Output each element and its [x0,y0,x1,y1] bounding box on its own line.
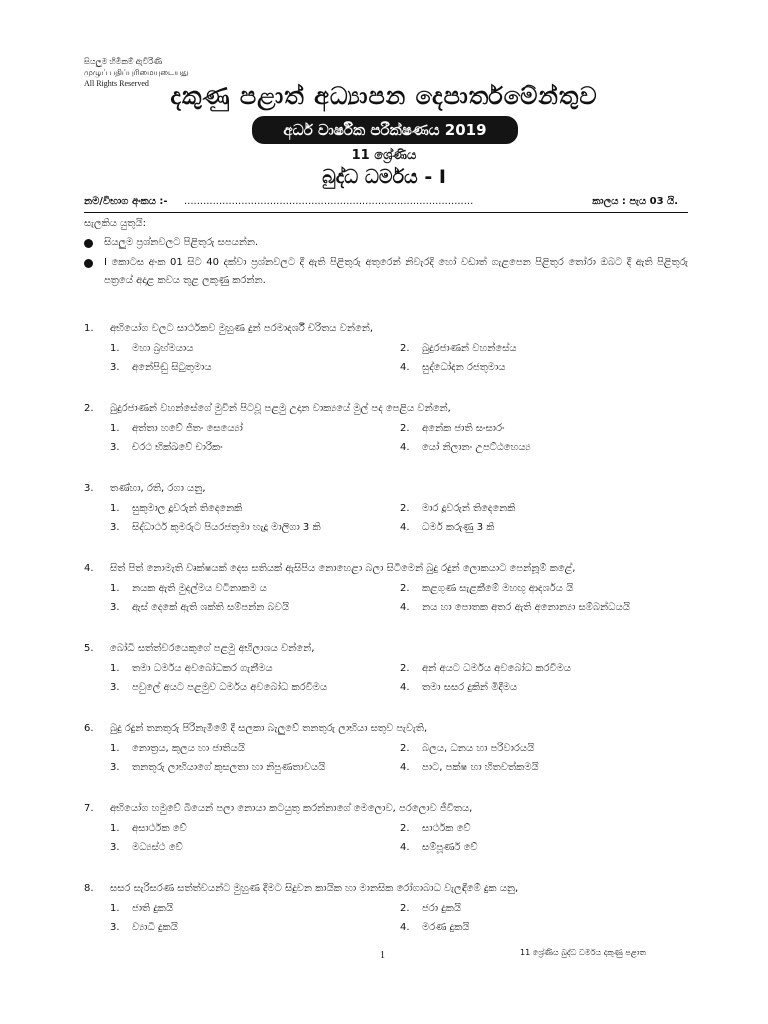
option-number: 4. [400,682,410,693]
option-number: 4. [400,762,410,773]
option-text: අනේපිඬු සිටුතුමාය [132,362,212,373]
answer-option [400,823,471,834]
answer-option [110,602,289,613]
answer-option [400,762,539,773]
question-text: බෝධි සත්ත්වරයෙකුගේ පළමු අභිලාශය වන්නේ, [110,643,315,654]
answer-option [400,922,469,933]
instructions-title: සැලකිය යුතුයි: [84,218,146,229]
answer-option [110,343,193,354]
option-text: නයක ඇති මුදල්මය වටිනාකම ය [132,583,267,594]
option-number: 1. [110,743,120,754]
header-rule [84,212,688,213]
answer-option [110,823,187,834]
option-text: බලය, ධනය හා පරිවාරයයි [422,743,535,754]
answer-option [110,663,273,674]
answer-option [400,423,505,434]
answer-option [400,743,534,754]
question-number: 8. [84,883,94,894]
name-dotted-line: ........................................................................................... [184,196,474,207]
candidate-line [84,196,688,212]
option-number: 2. [400,663,410,674]
option-number: 1. [110,583,120,594]
option-number: 3. [110,602,120,613]
option-text: කළගුණ සැළකීමේ මහඟු ආදර්ශය යි [422,583,574,594]
option-number: 2. [400,503,410,514]
footer-label: 11 ශ්‍රේණිය බුද්ධ ධර්මය දකුණු පළාත [520,948,646,957]
option-text: මරණ දුකයි [422,922,470,933]
answer-option [400,682,517,693]
question-number: 7. [84,803,94,814]
answer-option [400,663,571,674]
option-number: 4. [400,362,410,373]
instruction-text: සියලුම ප්‍රශ්නවලට පිළිතුරු සපයන්න. [104,237,259,248]
option-text: මහා බ්‍රහ්මයාය [132,343,194,354]
answer-option [400,503,515,514]
option-number: 4. [400,522,410,533]
question-text: අභියෝග වලට සාර්ථකව මුහුණ දුන් පරමාදර්ශී චරිතය වන්නේ, [110,323,374,334]
option-text: ජරා දුකයි [422,903,462,914]
option-text: ඇස් දෙකේ ඇති ශක්ති සම්පන්න බවයි [132,602,290,613]
option-text: ජාති දුකයි [132,903,174,914]
option-number: 1. [110,503,120,514]
exam-title-banner: අර්ධ වාර්ෂික පරීක්ෂණය 2019 [252,116,518,144]
answer-option [400,362,505,373]
answer-option [110,743,245,754]
answer-option [400,903,461,914]
option-number: 3. [110,682,120,693]
option-number: 1. [110,903,120,914]
option-text: සම්පූර්ණ වේ [422,842,478,853]
option-number: 3. [110,522,120,533]
answer-option [400,442,531,453]
option-text: අසාර්ථක වේ [132,823,187,834]
time-label: කාලය : පැය 03 යි. [592,196,678,207]
answer-option [400,522,494,533]
option-text: පාට, පක්ෂ හා හිතවත්කමයි [422,762,539,773]
answer-option [400,583,573,594]
option-number: 4. [400,442,410,453]
option-text: ව්‍යාධි දුකයි [132,922,178,933]
option-text: අන් අයට ධර්මය අවබෝධ කරවීමය [422,663,572,674]
option-text: සුකුමාල දූවරුන් තිදෙනෙකි [132,503,243,514]
option-number: 1. [110,663,120,674]
instruction-text: I කොටස අංක 01 සිට 40 දක්වා ප්‍රශ්නවලට දී ඇති පිළිතුරු අතුරෙන් නිවැරදි හෝ වඩාත් ගැළපෙන පිළිතුර තෝරා ඔබට දී ඇති පිළිතුරු පත්‍රයේ අදාළ කවය තුළ ලකුණු කරන්න. [104,257,688,286]
answer-option [110,442,223,453]
option-number: 1. [110,423,120,434]
page-number: 1 [380,950,385,961]
answer-option [400,343,517,354]
option-text: බුදුරජාණන් වහන්සේය [422,343,517,354]
option-number: 3. [110,922,120,933]
question-number: 2. [84,403,94,414]
answer-option [110,423,243,434]
answer-option [110,522,321,533]
option-text: සාර්ථක වේ [422,823,471,834]
option-text: සුද්ධෝදන රජතුමාය [422,362,506,373]
option-text: අනේක ජාති සංසාරං [422,423,505,434]
rights-line-tamil: முழுப் பதிப்புரிமையுடையது [84,68,189,77]
option-number: 2. [400,583,410,594]
question-number: 6. [84,723,94,734]
option-text: තනතුරු ලාභියාගේ කුසලතා හා නිපුණතාවයයි [132,762,326,773]
option-number: 3. [110,762,120,773]
question-number: 4. [84,563,94,574]
option-text: මාර දූවරුන් තිදෙනෙකි [422,503,516,514]
option-number: 1. [110,823,120,834]
option-number: 2. [400,743,410,754]
option-text: පවුලේ අයට පළමුව ධර්මය අවබෝධ කරවීමය [132,682,328,693]
option-number: 4. [400,922,410,933]
option-text: තමා ධර්මය අවබෝධකර ගැනීමය [132,663,273,674]
department-title: දකුණු පළාත් අධ්‍යාපන දෙපාර්තමේන්තුව [170,82,598,110]
question-text: අභියෝග හමුවේ බියෙන් පලා නොයා කටයුතු කරන්නාගේ මෙලොව, පරලොව ජීවිතය, [110,803,473,814]
question-text: බුදු රදුන් තනතුරු පිරිනැමීමේ දී සලකා බැලුවේ තනතුරු ලාභියා සතුව පැවැති, [110,723,428,734]
answer-option [110,682,327,693]
option-number: 4. [400,842,410,853]
answer-option [110,903,173,914]
grade-label: 11 ශ්‍රේණිය [351,148,417,163]
option-text: නොත්‍රය, කුලය හා ජාතියයි [132,743,245,754]
answer-option [110,362,212,373]
option-number: 3. [110,442,120,453]
question-text: තණ්හා, රති, රගා යනු, [110,483,206,494]
rights-line-sinhala: සියලුම හිමිකම් ඇවිරිණි [84,57,163,66]
answer-option [110,503,242,514]
question-text: සසර සැරිසරණ සත්ත්වයන්ට මුහුණ දීමට සිදුවන කායික හා මානසික රෝගාබාධ වැලඳීමේ දුක යනු, [110,883,519,894]
option-text: මධ්‍යස්ථ වේ [132,842,183,853]
option-number: 2. [400,823,410,834]
name-label: නම/විභාග අංකය :- [84,196,168,207]
question-text: බුදුරජාණන් වහන්සේගේ මුවින් පිටවූ පළමු උදාන වාක්‍යයේ මුල් පද පෙළිය වන්නේ, [110,403,451,414]
option-number: 3. [110,842,120,853]
option-text: සිද්ධාර්ථ කුමරුට පියරජතුමා හැදූ මාලිගා 3 කි [132,522,321,533]
option-number: 1. [110,343,120,354]
question-number: 5. [84,643,94,654]
option-text: අත්තා හවේ ජිතං සෙය්‍යෝ [132,423,243,434]
question-number: 3. [84,483,94,494]
bullet-icon [84,259,93,268]
option-text: නය හා පොතක අතර ඇති අනොන්‍යා සම්බන්ධයයි [422,602,630,613]
option-number: 3. [110,362,120,373]
option-text: යෝ නිලානං උපට්ඨහෙය්‍ය [422,442,531,453]
option-number: 2. [400,423,410,434]
option-text: චරථ භික්ඛවේ චාරිකං [132,442,223,453]
question-number: 1. [84,323,94,334]
option-number: 2. [400,343,410,354]
answer-option [400,842,478,853]
option-text: තමා සසර දුකින් මිදීමය [422,682,518,693]
subject-title: බුද්ධ ධර්මය - I [322,166,446,188]
answer-option [110,922,178,933]
option-text: ධර්ම කරුණු 3 කි [422,522,495,533]
answer-option [110,583,267,594]
rights-line-english: All Rights Reserved [84,79,149,88]
option-number: 4. [400,602,410,613]
option-number: 2. [400,903,410,914]
answer-option [110,842,183,853]
answer-option [400,602,630,613]
bullet-icon [84,239,93,248]
answer-option [110,762,325,773]
question-text: සිත් පිත් නොමැති වෘක්ෂයක් දෙස සතියක් ඇසිපිය නොහෙළා බලා සිටීමෙන් බුදු රදුන් ලොකයාට පෙන්නූම් කළේ, [110,563,576,574]
